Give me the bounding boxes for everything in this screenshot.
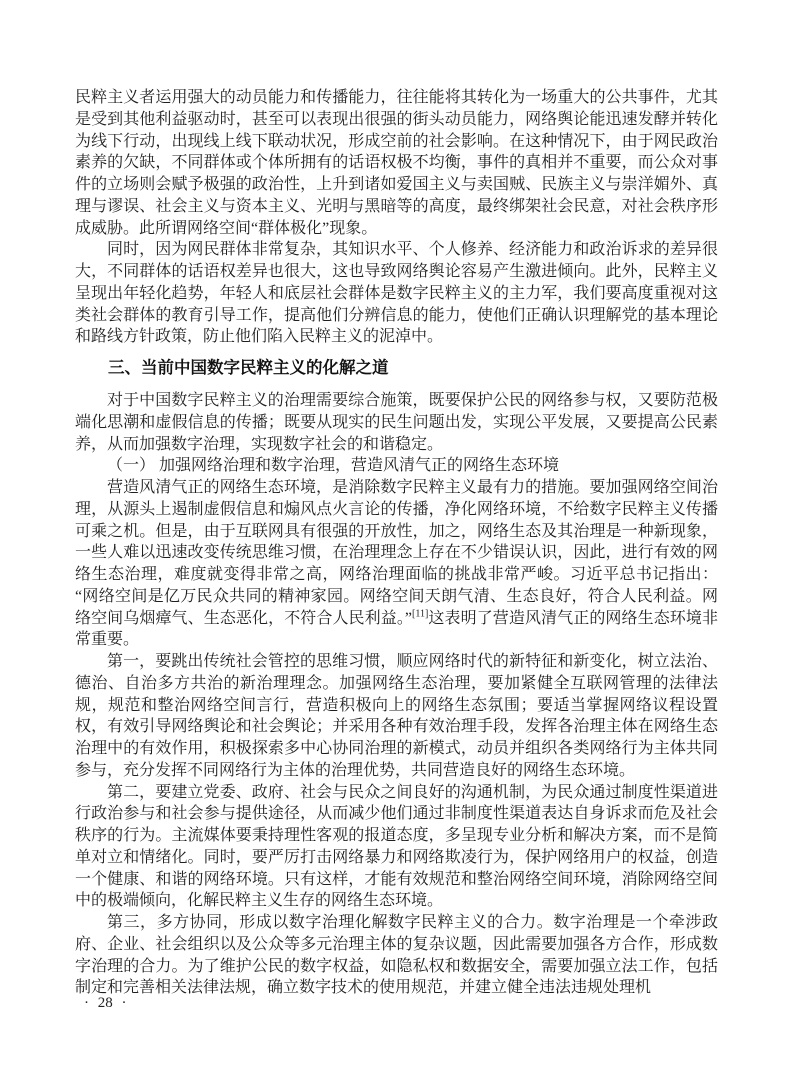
paragraph-governance-overview: 对于中国数字民粹主义的治理需要综合施策，既要保护公民的网络参与权，又要防范极端化思潮和虚假信息的传播；既要从现实的民生问题出发，实现公平发展，又要提高公民素养，从而加强数字治理，实现数字社会的和谐稳定。 <box>75 392 718 453</box>
text-column <box>75 87 718 999</box>
page-number: · 28 · <box>84 995 127 1011</box>
paragraph-text-before-footnote: 营造风清气正的网络生态环境，是消除数字民粹主义最有力的措施。要加强网络空间治理，从源头上遏制虚假信息和煽风点火言论的传播，净化网络环境，不给数字民粹主义传播可乘之机。但是，由于互联网具有很强的开放性，加之，网络生态及其治理是一种新现象，一些人难以迅速改变传统思维习惯，在治理理念上存在不少错误认识，因此，进行有效的网络生态治理，难度就变得非常之高，网络治理面临的挑战非常严峻。习近平总书记指出：“网络空间是亿万民众共同的精神家园。网络空间天朗气清、生态良好，符合人民利益。网络空间乌烟瘴气、生态恶化，不符合人民利益。” <box>75 479 718 627</box>
paragraph-text-after-footnote: 这表明了营造风清气正的网络生态环境非常重要。 <box>75 609 718 649</box>
paragraph-point-two: 第二，要建立党委、政府、社会与民众之间良好的沟通机制，为民众通过制度性渠道进行政治参与和社会参与提供途径，从而减少他们通过非制度性渠道表达自身诉求而危及社会秩序的行为。主流媒体要秉持理性客观的报道态度，多呈现专业分析和解决方案，而不是简单对立和情绪化。同时，要严厉打击网络暴力和网络欺凌行为，保护网络用户的权益，创造一个健康、和谐的网络环境。只有这样，才能有效规范和整治网络空间环境，消除网络空间中的极端倾向，化解民粹主义生存的网络生态环境。 <box>75 783 718 910</box>
footnote-reference: [11] <box>412 608 429 620</box>
paragraph-point-three: 第三，多方协同，形成以数字治理化解数字民粹主义的合力。数字治理是一个牵涉政府、企业、社会组织以及公众等多元治理主体的复杂议题，因此需要加强各方合作，形成数字治理的合力。为了维护公民的数字权益，如隐私权和数据安全，需要加强立法工作，包括制定和完善相关法律法规，确立数字技术的使用规范，并建立健全违法违规处理机 <box>75 914 718 997</box>
section-heading: 三、当前中国数字民粹主义的化解之道 <box>108 359 389 377</box>
paragraph-network-ecology <box>75 477 718 651</box>
subsection-heading: （一） 加强网络治理和数字治理，营造风清气正的网络生态环境 <box>107 457 560 475</box>
paragraph-netizen-complexity: 同时，因为网民群体非常复杂，其知识水平、个人修养、经济能力和政治诉求的差异很大，不同群体的话语权差异也很大，这也导致网络舆论容易产生激进倾向。此外，民粹主义呈现出年轻化趋势，年轻人和底层社会群体是数字民粹主义的主力军，我们要高度重视对这类社会群体的教育引导工作，提高他们分辨信息的能力，使他们正确认识理解党的基本理论和路线方针政策，防止他们陷入民粹主义的泥淖中。 <box>75 241 718 346</box>
paragraph-point-one: 第一，要跳出传统社会管控的思维习惯，顺应网络时代的新特征和新变化，树立法治、德治、自治多方共治的新治理理念。加强网络生态治理，要加紧健全互联网管理的法律法规，规范和整治网络空间言行，营造积极向上的网络生态氛围；要适当掌握网络议程设置权，有效引导网络舆论和社会舆论；并采用各种有效治理手段，发挥各治理主体在网络生态治理中的有效作用，积极探索多中心协同治理的新模式，动员并组织各类网络行为主体共同参与，充分发挥不同网络行为主体的治理优势，共同营造良好的网络生态环境。 <box>75 653 718 779</box>
paragraph-continued-from-previous-page: 民粹主义者运用强大的动员能力和传播能力，往往能将其转化为一场重大的公共事件，尤其是受到其他利益驱动时，甚至可以表现出很强的街头动员能力，网络舆论能迅速发酵并转化为线下行动，出现线上线下联动状况，形成空前的社会影响。在这种情况下，由于网民政治素养的欠缺，不同群体或个体所拥有的话语权极不均衡，事件的真相并不重要，而公众对事件的立场则会赋予极强的政治性，上升到诸如爱国主义与卖国贼、民族主义与崇洋媚外、真理与谬误、社会主义与资本主义、光明与黑暗等的高度，最终绑架社会民意，对社会秩序形成威胁。此所谓网络空间“群体极化”现象。 <box>75 89 718 237</box>
